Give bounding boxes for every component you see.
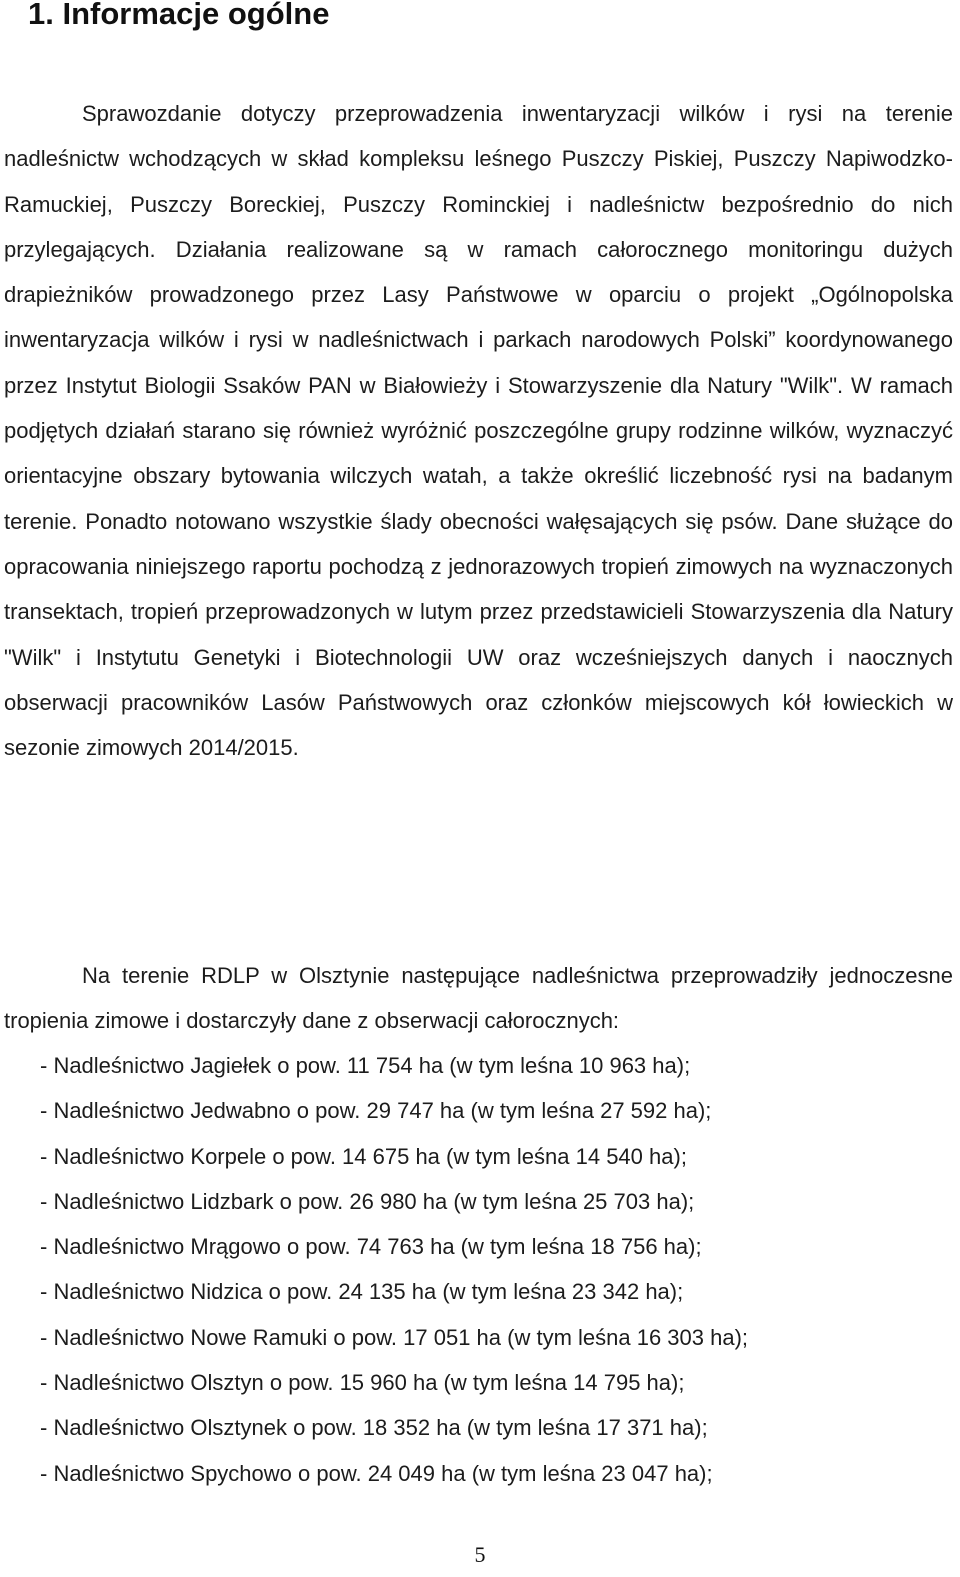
list-item: - Nadleśnictwo Jagiełek o pow. 11 754 ha (w tym leśna 10 963 ha); <box>40 1053 691 1078</box>
list-item: - Nadleśnictwo Lidzbark o pow. 26 980 ha (w tym leśna 25 703 ha); <box>40 1188 695 1214</box>
list-item: - Nadleśnictwo Spychowo o pow. 24 049 ha (w tym leśna 23 047 ha); <box>40 1460 713 1486</box>
intro-paragraph <box>4 91 953 770</box>
page-number: 5 <box>474 1542 486 1567</box>
forestry-intro-paragraph-text: Na terenie RDLP w Olsztynie następujące nadleśnictwa przeprowadziły jednoczesne tropienia zimowe i dostarczyły dane z obserwacji całorocznych: <box>4 963 953 1034</box>
forestry-intro-paragraph <box>4 953 953 1044</box>
list-item: - Nadleśnictwo Mrągowo o pow. 74 763 ha (w tym leśna 18 756 ha); <box>40 1234 702 1260</box>
intro-paragraph-text: Sprawozdanie dotyczy przeprowadzenia inwentaryzacji wilków i rysi na terenie nadleśnictw wchodzących w skład kompleksu leśnego Puszczy Piskiej, Puszczy Napiwodzko-Ramuckiej, Puszczy Boreckiej, Puszczy Rominckiej i nadleśnictw bezpośrednio do nich przylegających. Działania realizowane są w ramach całorocznego monitoringu dużych drapieżników prowadzonego przez Lasy Państwowe w oparciu o projekt „Ogólnopolska inwentaryzacja wilków i rysi w nadleśnictwach i parkach narodowych Polski” koordynowanego przez Instytut Biologii Ssaków PAN w Białowieży i Stowarzyszenie dla Natury "Wilk". W ramach podjętych działań starano się również wyróżnić poszczególne grupy rodzinne wilków, wyznaczyć orientacyjne obszary bytowania wilczych watah, a także określić liczebność rysi na badanym terenie. Ponadto notowano wszystkie ślady obecności wałęsających się psów. Dane służące do opracowania niniejszego raportu pochodzą z jednorazowych tropień zimowych na wyznaczonych transektach, tropień przeprowadzonych w lutym przez przedstawicieli Stowarzyszenia dla Natury "Wilk" i Instytutu Genetyki i Biotechnologii UW oraz wcześniejszych danych i naocznych obserwacji pracowników Lasów Państwowych oraz członków miejscowych kół łowieckich w sezonie zimowych 2014/2015. <box>4 101 953 761</box>
forestry-list <box>40 1043 748 1496</box>
list-item: - Nadleśnictwo Nowe Ramuki o pow. 17 051 ha (w tym leśna 16 303 ha); <box>40 1324 749 1350</box>
section-heading: 1. Informacje ogólne <box>28 0 330 31</box>
list-item: - Nadleśnictwo Nidzica o pow. 24 135 ha (w tym leśna 23 342 ha); <box>40 1279 684 1305</box>
list-item: - Nadleśnictwo Jedwabno o pow. 29 747 ha (w tym leśna 27 592 ha); <box>40 1098 712 1124</box>
list-item: - Nadleśnictwo Korpele o pow. 14 675 ha (w tym leśna 14 540 ha); <box>40 1143 687 1169</box>
list-item: - Nadleśnictwo Olsztyn o pow. 15 960 ha (w tym leśna 14 795 ha); <box>40 1370 685 1396</box>
list-item: - Nadleśnictwo Olsztynek o pow. 18 352 ha (w tym leśna 17 371 ha); <box>40 1415 708 1441</box>
